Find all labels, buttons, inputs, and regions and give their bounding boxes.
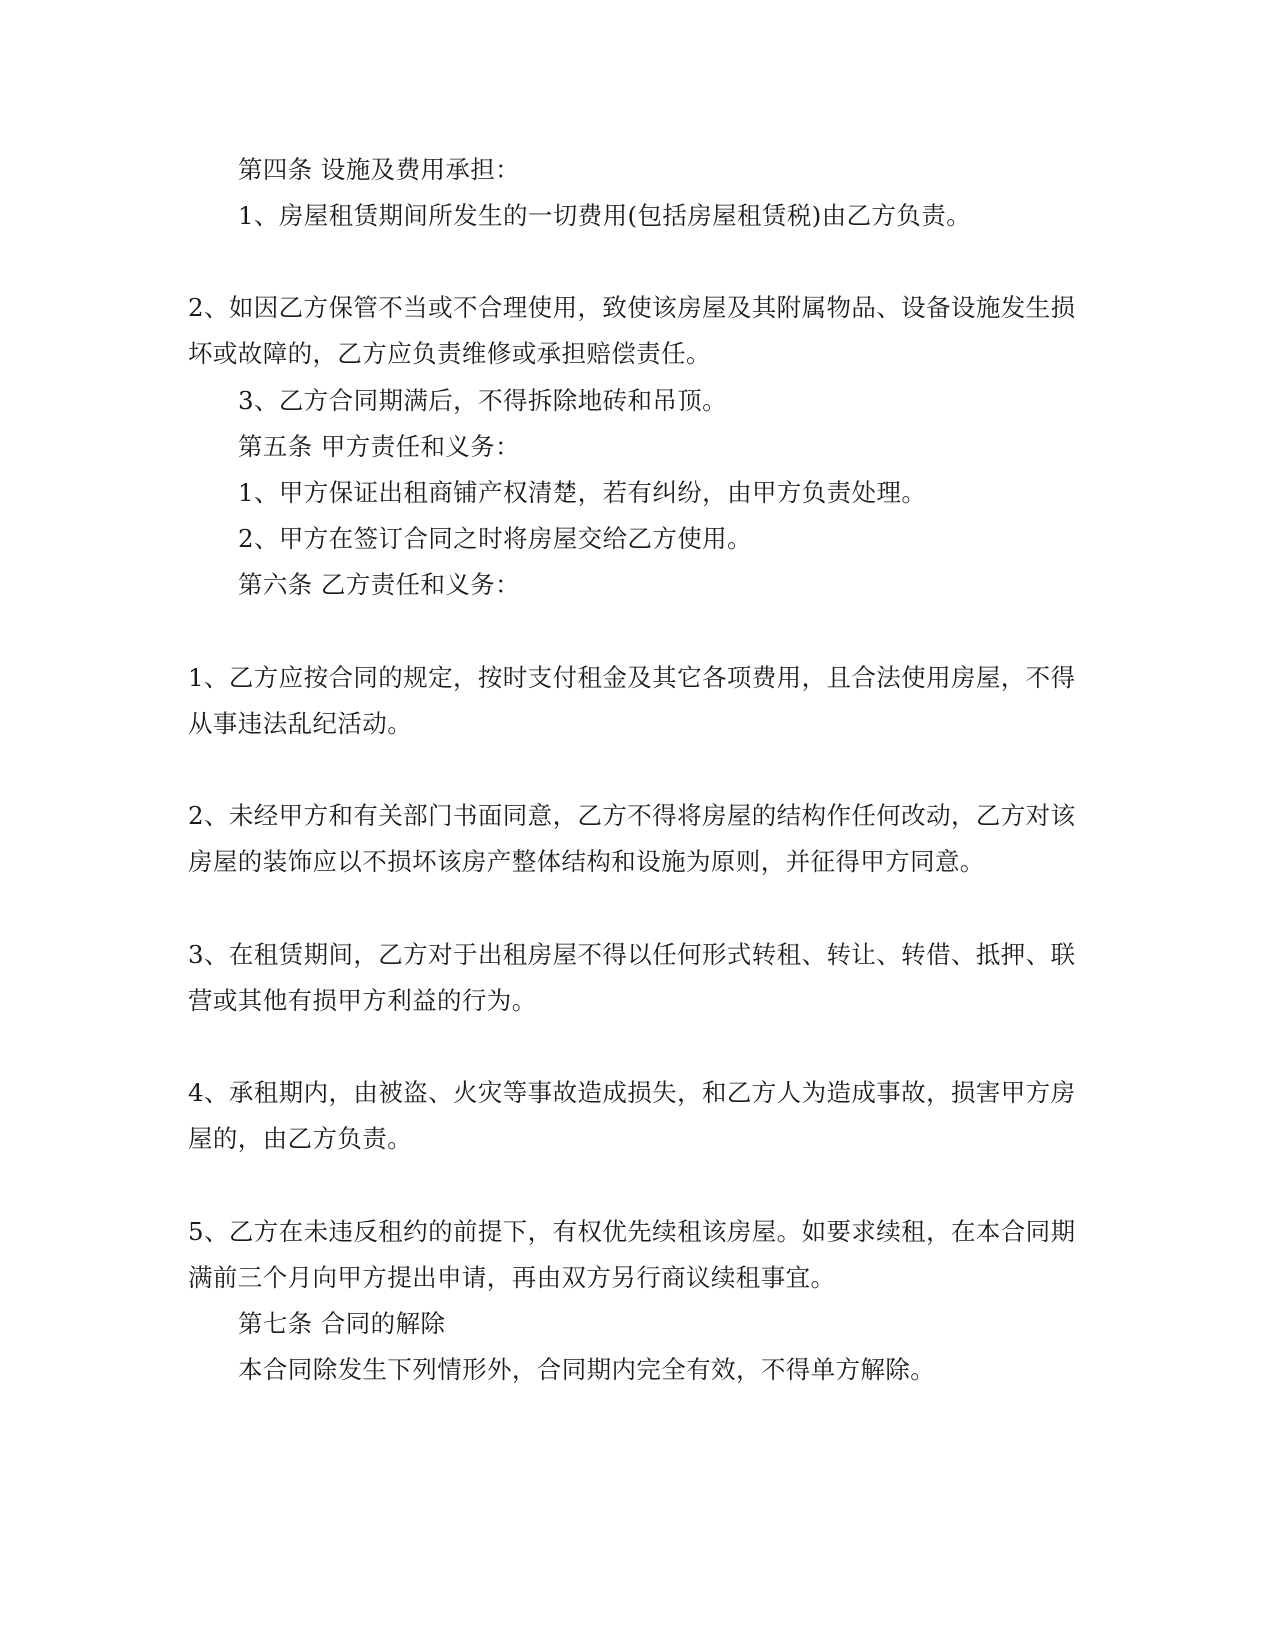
article-6-clause-1-line-1: 1、乙方应按合同的规定，按时支付租金及其它各项费用，且合法使用房屋，不得 bbox=[188, 663, 1076, 692]
article-5-clause-1: 1、甲方保证出租商铺产权清楚，若有纠纷，由甲方负责处理。 bbox=[238, 478, 927, 507]
article-5-heading: 第五条 甲方责任和义务： bbox=[238, 432, 521, 461]
article-6-clause-5-line-1: 5、乙方在未违反租约的前提下，有权优先续租该房屋。如要求续租，在本合同期 bbox=[188, 1217, 1076, 1246]
article-4-clause-1: 1、房屋租赁期间所发生的一切费用(包括房屋租赁税)由乙方负责。 bbox=[238, 201, 972, 230]
article-4-heading: 第四条 设施及费用承担： bbox=[238, 155, 521, 184]
article-6-clause-1-line-2: 从事违法乱纪活动。 bbox=[188, 709, 413, 738]
article-6-clause-5-line-2: 满前三个月向甲方提出申请，再由双方另行商议续租事宜。 bbox=[188, 1263, 836, 1292]
article-4-clause-2-line-2: 坏或故障的，乙方应负责维修或承担赔偿责任。 bbox=[188, 339, 711, 368]
article-6-clause-2-line-1: 2、未经甲方和有关部门书面同意，乙方不得将房屋的结构作任何改动，乙方对该 bbox=[188, 801, 1076, 830]
article-7-heading: 第七条 合同的解除 bbox=[238, 1309, 446, 1338]
article-6-clause-2-line-2: 房屋的装饰应以不损坏该房产整体结构和设施为原则，并征得甲方同意。 bbox=[188, 847, 985, 876]
article-6-clause-4-line-2: 屋的，由乙方负责。 bbox=[188, 1124, 413, 1153]
article-6-clause-3-line-2: 营或其他有损甲方利益的行为。 bbox=[188, 986, 537, 1015]
article-7-paragraph: 本合同除发生下列情形外，合同期内完全有效，不得单方解除。 bbox=[238, 1355, 936, 1384]
article-4-clause-3: 3、乙方合同期满后，不得拆除地砖和吊顶。 bbox=[238, 386, 728, 415]
article-5-clause-2: 2、甲方在签订合同之时将房屋交给乙方使用。 bbox=[238, 524, 752, 553]
article-4-clause-2-line-1: 2、如因乙方保管不当或不合理使用，致使该房屋及其附属物品、设备设施发生损 bbox=[188, 293, 1076, 322]
article-6-clause-4-line-1: 4、承租期内，由被盗、火灾等事故造成损失，和乙方人为造成事故，损害甲方房 bbox=[188, 1078, 1076, 1107]
article-6-clause-3-line-1: 3、在租赁期间，乙方对于出租房屋不得以任何形式转租、转让、转借、抵押、联 bbox=[188, 940, 1076, 969]
article-6-heading: 第六条 乙方责任和义务： bbox=[238, 570, 521, 599]
